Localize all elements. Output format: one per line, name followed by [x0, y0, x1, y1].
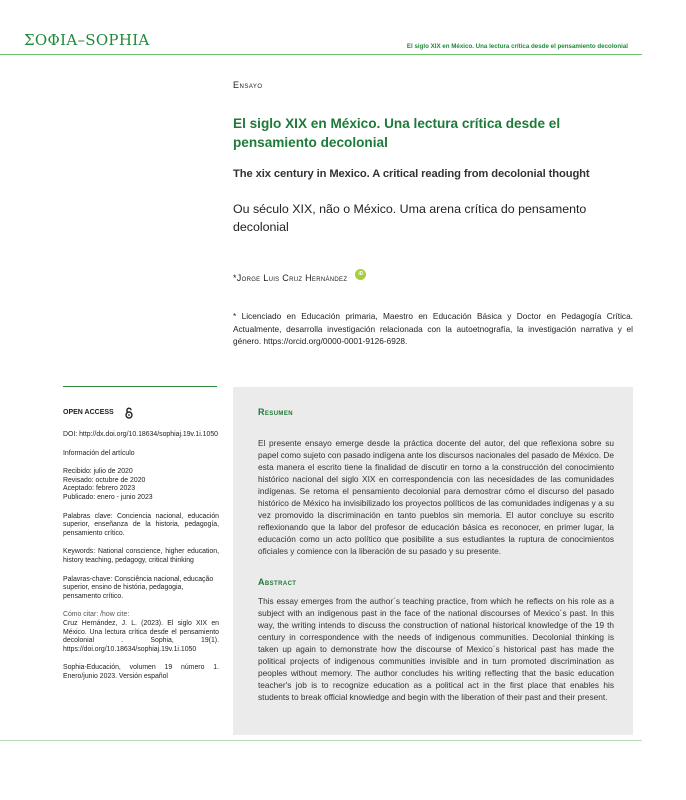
date-received: Recibido: julio de 2020 — [63, 468, 133, 476]
journal-brand: ΣΟΦΙΑ–SOPHIA — [24, 31, 150, 49]
sidebar-rule — [63, 386, 217, 387]
article-info-title: Información del artículo — [63, 449, 135, 457]
running-head: El siglo XIX en México. Una lectura crítica desde el pensamiento decolonial — [406, 43, 628, 50]
cite-label: Cómo citar: /how cite: — [63, 611, 130, 619]
article-dates — [63, 468, 219, 502]
abstract-heading: Abstract — [258, 577, 297, 587]
volume-info: Sophia-Educación, volumen 19 número 1. Enero/junio 2023. Versión español — [63, 664, 219, 680]
open-access-text: OPEN ACCESS — [63, 408, 114, 416]
header-rule — [0, 54, 642, 55]
citation-text: Cruz Hernández, J. L. (2023). El siglo XIX en México. Una lectura crítica desde el pensamiento decolonial . Sophia, 19(1). https://doi.org/10.18634/sophiaj.19v.1i.1050 — [63, 619, 219, 653]
title-english: The xix century in Mexico. A critical reading from decolonial thought — [233, 168, 590, 180]
doi-link[interactable]: DOI: http://dx.doi.org/10.18634/sophiaj.19v.1i.1050 — [63, 431, 219, 438]
title-portuguese: Ou século XIX, não o México. Uma arena crítica do pensamento decolonial — [233, 202, 587, 234]
keywords-portuguese: Palavras-chave: Consciência nacional, educação superior, ensino de história, pedagogia, pensamento crítico. — [63, 575, 214, 600]
date-accepted: Aceptado: febrero 2023 — [63, 485, 136, 493]
abstract-text: This essay emerges from the author´s teaching practice, from which he reflects on his role as a subject with an indigenous past in the face of the national discourses of Mexico´s past. In this way, the writing intends to discuss the construction of national historical knowledge of the 19 th century in correspondence with the needs of indigenous communities. Decolonial thinking is taken up again to demonstrate how the discourse of Mexico´s historical past has made the political projects of indigenous communities invisible and in turn promoted discrimination as peoples without memory. The author concludes his writing reflecting that the basic education teacher's job is to recognize education as a political act in the first place that enables his students to break official knowledge and begin with the liberation of their past and their present. — [258, 596, 614, 702]
keywords-spanish: Palabras clave: Conciencia nacional, educación superior, enseñanza de la historia, pedagogía, pensamiento crítico. — [63, 512, 219, 537]
resumen-heading: Resumen — [258, 407, 293, 417]
page-header — [0, 0, 686, 56]
resumen-text: El presente ensayo emerge desde la práctica docente del autor, del que reflexiona sobre su papel como sujeto con pasado indígena ante los discursos nacionales del pasado de México. De esta manera el escrito tiene la finalidad de discutir en torno a la construcción del conocimiento histórico nacional del siglo XIX en correspondencia con las necesidades de las comunidades indígenas. Se retoma el pensamiento decolonial para demostrar cómo el discurso del pasado histórico de México ha invisibilizado los proyectos políticos de las comunidades indígenas y a su vez promovido la discriminación en tanto pueblos sin memoria. El autor concluye su escrito reflexionando que la labor del profesor de educación básica es reconocer, en primer lugar, la educación como un acto político que posibilite a sus estudiantes la ruptura de conocimientos oficiales y comience con la liberación de su pasado y su presente. — [258, 438, 614, 556]
open-access-lock-icon — [124, 407, 134, 419]
date-published: Publicado: enero - junio 2023 — [63, 493, 153, 501]
orcid-icon[interactable]: iD — [355, 269, 366, 280]
author-affiliation: * Licenciado en Educación primaria, Maestro en Educación Básica y Doctor en Pedagogía Crítica. Actualmente, desarrolla investigación relacionada con la autoetnografía, la investigación narrativa y el género. https://orcid.org/0000-0001-9126-6928. — [233, 311, 633, 346]
abstract-box — [233, 387, 633, 735]
article-sidebar — [63, 407, 219, 691]
footer-rule — [0, 740, 642, 741]
title-spanish: El siglo XIX en México. Una lectura crítica desde el pensamiento decolonial — [233, 116, 561, 150]
date-revised: Revisado: octubre de 2020 — [63, 476, 146, 484]
open-access-label — [63, 407, 219, 419]
author-row — [233, 273, 366, 283]
section-label: Ensayo — [233, 80, 263, 90]
keywords-english: Keywords: National conscience, higher education, history teaching, pedagogy, critical thinking — [63, 548, 219, 564]
author-name: *Jorge Luis Cruz Hernández — [233, 273, 348, 283]
